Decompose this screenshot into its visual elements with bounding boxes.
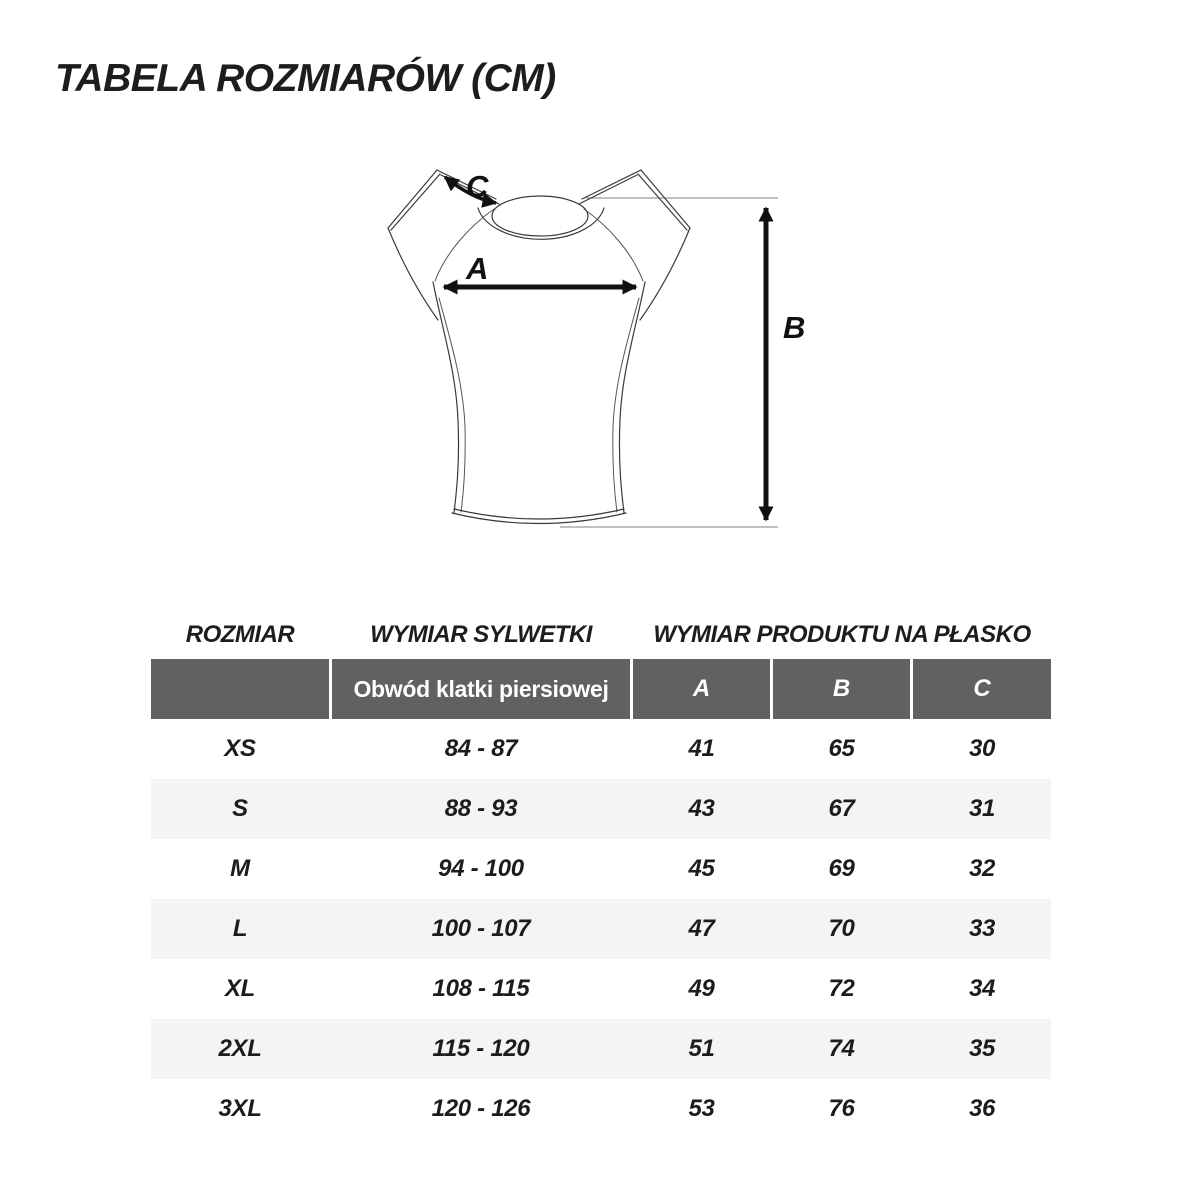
group-header-body: WYMIAR SYLWETKI: [370, 621, 592, 648]
extension-lines: [560, 198, 778, 527]
b-cell: 76: [828, 1095, 855, 1122]
size-cell: 3XL: [218, 1095, 262, 1122]
c-cell: 36: [968, 1095, 996, 1122]
group-header-size: ROZMIAR: [185, 621, 295, 648]
sub-header-c: C: [913, 659, 1051, 719]
size-table: [151, 612, 1051, 1139]
table-row-l: [151, 899, 1051, 959]
sub-header-chest: Obwód klatki piersiowej: [332, 659, 630, 719]
c-cell: 32: [968, 855, 996, 882]
c-cell: 30: [968, 735, 996, 762]
a-cell: 53: [688, 1095, 715, 1122]
tshirt-diagram: [370, 148, 820, 550]
label-c: C: [466, 169, 489, 204]
c-cell: 35: [968, 1035, 996, 1062]
chest-cell: 108 - 115: [432, 975, 530, 1002]
size-cell: XS: [224, 735, 256, 762]
group-header-product: WYMIAR PRODUKTU NA PŁASKO: [653, 621, 1031, 648]
table-row-m: [151, 839, 1051, 899]
b-cell: 65: [828, 735, 855, 762]
size-cell: M: [230, 855, 250, 882]
table-row-2xl: [151, 1019, 1051, 1079]
chest-cell: 100 - 107: [431, 915, 531, 942]
chest-cell: 84 - 87: [444, 735, 518, 762]
b-cell: 72: [828, 975, 855, 1002]
b-cell: 70: [828, 915, 855, 942]
label-b: B: [783, 310, 806, 345]
c-cell: 31: [968, 795, 996, 822]
size-cell: XL: [224, 975, 256, 1002]
size-cell: 2XL: [218, 1035, 262, 1062]
table-row-s: [151, 779, 1051, 839]
chest-cell: 94 - 100: [438, 855, 524, 882]
c-cell: 33: [968, 915, 996, 942]
dimension-arrows: [444, 177, 766, 520]
b-cell: 67: [828, 795, 855, 822]
sub-header-empty: [151, 659, 329, 719]
a-cell: 45: [688, 855, 715, 882]
b-cell: 69: [828, 855, 855, 882]
a-cell: 49: [688, 975, 715, 1002]
chest-cell: 120 - 126: [431, 1095, 531, 1122]
sub-header-b: B: [773, 659, 910, 719]
a-cell: 43: [688, 795, 715, 822]
group-header-row: [151, 612, 1051, 658]
chest-cell: 88 - 93: [444, 795, 518, 822]
a-cell: 41: [688, 735, 715, 762]
page-title: TABELA ROZMIARÓW (CM): [55, 57, 556, 100]
table-row-xl: [151, 959, 1051, 1019]
label-a: A: [466, 251, 489, 286]
chest-cell: 115 - 120: [432, 1035, 530, 1062]
b-cell: 74: [828, 1035, 855, 1062]
a-cell: 51: [688, 1035, 715, 1062]
c-cell: 34: [968, 975, 996, 1002]
sub-header-row: [151, 659, 1051, 719]
sub-header-a: A: [633, 659, 770, 719]
size-cell: S: [232, 795, 248, 822]
tshirt-outline: [388, 170, 690, 524]
table-row-3xl: [151, 1079, 1051, 1139]
size-cell: L: [232, 915, 248, 942]
a-cell: 47: [688, 915, 715, 942]
table-row-xs: [151, 719, 1051, 779]
